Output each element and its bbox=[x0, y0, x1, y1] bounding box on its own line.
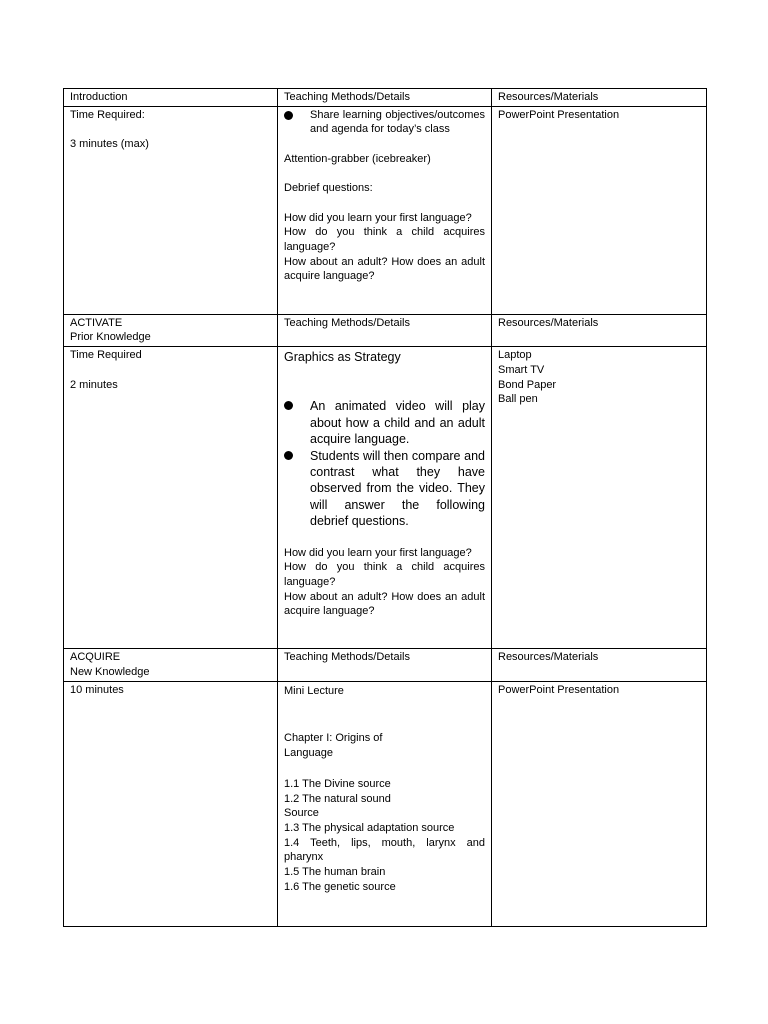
intro-question-2: How do you think a child acquires language? bbox=[284, 226, 485, 253]
acquire-method: Mini Lecture bbox=[284, 684, 344, 697]
activate-bullet-text-1: An animated video will play about how a child and an adult acquire language. bbox=[310, 399, 485, 447]
activate-bullet-list bbox=[284, 398, 485, 529]
intro-question-3: How about an adult? How does an adult acquire language? bbox=[284, 255, 485, 283]
intro-time-value: 3 minutes (max) bbox=[70, 138, 149, 151]
activate-resource-2: Smart TV bbox=[498, 363, 545, 376]
activate-title: ACTIVATE bbox=[70, 316, 123, 329]
intro-attention: Attention-grabber (icebreaker) bbox=[284, 152, 431, 165]
activate-col2-header: Teaching Methods/Details bbox=[278, 314, 492, 346]
acquire-resource: PowerPoint Presentation bbox=[498, 683, 620, 696]
bullet-dot-icon bbox=[284, 111, 293, 120]
acquire-subtitle: New Knowledge bbox=[70, 665, 150, 678]
activate-bullet-item-2 bbox=[284, 448, 485, 530]
activate-question-3: How about an adult? How does an adult acquire language? bbox=[284, 590, 485, 618]
activate-bullet-item-1 bbox=[284, 398, 485, 447]
intro-bullet-item bbox=[284, 108, 485, 137]
activate-content-row bbox=[64, 347, 707, 649]
intro-col3-header: Resources/Materials bbox=[492, 89, 707, 107]
activate-strategy: Graphics as Strategy bbox=[284, 350, 401, 365]
activate-resource-3: Bond Paper bbox=[498, 378, 557, 391]
bullet-dot-icon bbox=[284, 451, 293, 460]
acquire-topic-2: 1.2 The natural sound bbox=[284, 792, 391, 805]
activate-bullet-text-2: Students will then compare and contrast what they have observed from the video. They will answer the following debrief questions. bbox=[310, 448, 485, 529]
intro-content-row bbox=[64, 106, 707, 314]
activate-time-label: Time Required bbox=[70, 349, 142, 362]
activate-time-cell bbox=[64, 347, 278, 649]
acquire-time-value: 10 minutes bbox=[70, 683, 124, 696]
acquire-header-row bbox=[64, 649, 707, 681]
activate-time-value: 2 minutes bbox=[70, 378, 118, 391]
acquire-title: ACQUIRE bbox=[70, 651, 121, 664]
intro-debrief-label: Debrief questions: bbox=[284, 182, 373, 195]
intro-bullet-text: Share learning objectives/outcomes and agenda for today’s class bbox=[310, 108, 485, 136]
intro-time-cell bbox=[64, 106, 278, 314]
acquire-methods-cell bbox=[278, 681, 492, 926]
intro-resources-cell bbox=[492, 106, 707, 314]
activate-question-1: How did you learn your first language? bbox=[284, 546, 472, 559]
activate-subtitle: Prior Knowledge bbox=[70, 331, 151, 344]
activate-header-row bbox=[64, 314, 707, 346]
acquire-topic-4: 1.3 The physical adaptation source bbox=[284, 821, 455, 834]
intro-col1-header: Introduction bbox=[64, 89, 278, 107]
activate-methods-cell bbox=[278, 347, 492, 649]
lesson-plan-table bbox=[63, 88, 707, 927]
acquire-topic-5: 1.4 Teeth, lips, mouth, larynx and pharynx bbox=[284, 836, 485, 864]
acquire-col3-header: Resources/Materials bbox=[492, 649, 707, 681]
acquire-topic-6: 1.5 The human brain bbox=[284, 866, 386, 879]
acquire-topic-1: 1.1 The Divine source bbox=[284, 777, 391, 790]
intro-resource: PowerPoint Presentation bbox=[498, 108, 620, 121]
intro-header-row bbox=[64, 89, 707, 107]
intro-time-label: Time Required: bbox=[70, 108, 145, 121]
acquire-chapter-line-1: Chapter I: Origins of bbox=[284, 732, 383, 744]
intro-methods-cell bbox=[278, 106, 492, 314]
activate-resource-4: Ball pen bbox=[498, 393, 538, 406]
acquire-chapter-line-2: Language bbox=[284, 746, 333, 759]
intro-question-1: How did you learn your first language? bbox=[284, 211, 472, 224]
intro-col2-header: Teaching Methods/Details bbox=[278, 89, 492, 107]
activate-title-cell bbox=[64, 314, 278, 346]
bullet-dot-icon bbox=[284, 401, 293, 410]
acquire-resources-cell bbox=[492, 681, 707, 926]
acquire-topic-7: 1.6 The genetic source bbox=[284, 880, 396, 893]
acquire-title-cell bbox=[64, 649, 278, 681]
activate-resources-cell bbox=[492, 347, 707, 649]
activate-resource-1: Laptop bbox=[498, 349, 532, 362]
activate-col3-header: Resources/Materials bbox=[492, 314, 707, 346]
acquire-content-row bbox=[64, 681, 707, 926]
intro-bullet-list bbox=[284, 108, 485, 137]
acquire-time-cell bbox=[64, 681, 278, 926]
acquire-topic-3: Source bbox=[284, 807, 319, 820]
activate-question-2: How do you think a child acquires language? bbox=[284, 561, 485, 588]
acquire-col2-header: Teaching Methods/Details bbox=[278, 649, 492, 681]
